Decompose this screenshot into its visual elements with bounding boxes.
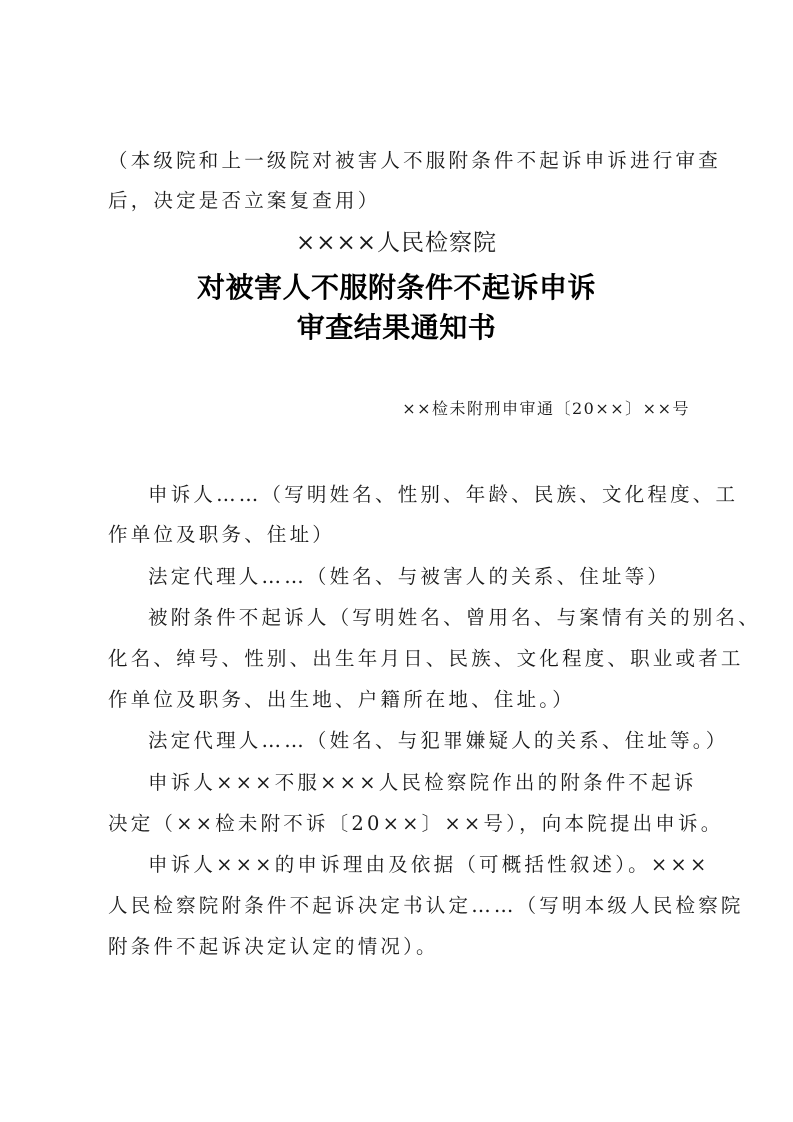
paragraph-appeal-reasons-line-1: 申诉人×××的申诉理由及依据（可概括性叙述）。×××	[148, 853, 710, 876]
paragraph-appellant-line-1: 申诉人……（写明姓名、性别、年龄、民族、文化程度、工	[148, 483, 739, 506]
issuer-name: ××××人民检察院	[295, 230, 498, 256]
usage-note-line-2: 后，决定是否立案复查用）	[108, 189, 381, 212]
paragraph-suspect-legal-rep: 法定代理人……（姓名、与犯罪嫌疑人的关系、住址等。）	[148, 729, 729, 752]
document-number: ××检未附刑申审通〔20××〕××号	[402, 399, 690, 418]
paragraph-non-prosecution-person-line-3: 作单位及职务、出生地、户籍所在地、住址。）	[108, 688, 575, 711]
document-title-line-1: 对被害人不服附条件不起诉申诉	[196, 271, 596, 304]
paragraph-non-prosecution-person-line-2: 化名、绰号、性别、出生年月日、民族、文化程度、职业或者工	[108, 647, 744, 670]
paragraph-appeal-statement-line-2: 决定（××检未附不诉〔20××〕××号），向本院提出申诉。	[108, 812, 724, 835]
document-title-line-2: 审查结果通知书	[296, 311, 497, 344]
paragraph-appellant-legal-rep: 法定代理人……（姓名、与被害人的关系、住址等）	[148, 565, 671, 588]
paragraph-appeal-reasons-line-2: 人民检察院附条件不起诉决定书认定……（写明本级人民检察院	[108, 894, 744, 917]
paragraph-appeal-statement-line-1: 申诉人×××不服×××人民检察院作出的附条件不起诉	[148, 771, 697, 794]
usage-note-line-1: （本级院和上一级院对被害人不服附条件不起诉申诉进行审查	[108, 149, 721, 172]
paragraph-non-prosecution-person-line-1: 被附条件不起诉人（写明姓名、曾用名、与案情有关的别名、	[148, 606, 761, 629]
paragraph-appeal-reasons-line-3: 附条件不起诉决定认定的情况）。	[108, 935, 439, 958]
paragraph-appellant-line-2: 作单位及职务、住址）	[108, 523, 336, 546]
